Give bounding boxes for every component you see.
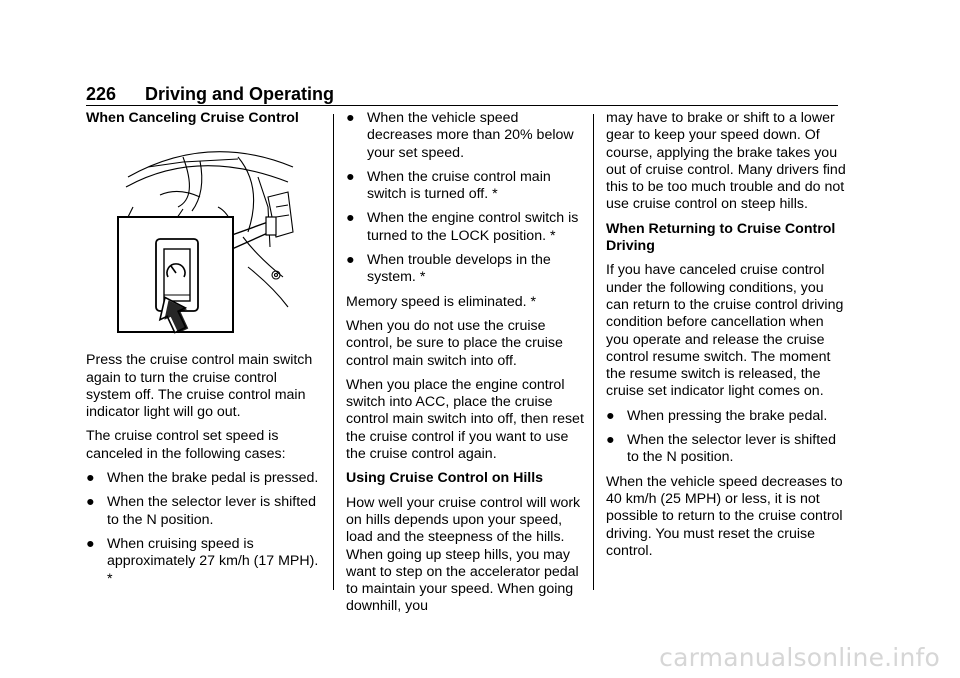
dashboard-drawing — [88, 137, 316, 342]
column-3 — [606, 110, 846, 567]
column-divider — [333, 114, 334, 590]
paragraph: When the vehicle speed decreases to 40 km/h (25 MPH) or less, it is not possible to return to the cruise control driving. You must reset the cruise control. — [606, 473, 843, 559]
cruise-switch-illustration — [88, 137, 316, 342]
paragraph: If you have canceled cruise control under the following conditions, you can return to the cruise control driving condition before cancellation when you operate and release the cruise control resume switch. The moment the resume switch is released, the cruise set indicator light comes on. — [606, 262, 844, 400]
paragraph: How well your cruise control will work on hills depends upon your speed, load and the steepness of the hills. When going up steep hills, you may want to step on the accelerator pedal to maintain your speed. When going downhill, you — [346, 494, 581, 615]
bullet-icon: ● — [606, 432, 615, 449]
list-item: ● When trouble develops in the system. * — [346, 252, 551, 286]
bullet-icon: ● — [346, 110, 355, 126]
paragraph: Press the cruise control main switch again to turn the cruise control system off. The cruise control main indicator light will go out. — [86, 352, 313, 421]
section-heading: Using Cruise Control on Hills — [346, 470, 544, 487]
list-item: ● When the selector lever is shifted to the N position. — [606, 432, 836, 466]
paragraph: Memory speed is eliminated. * — [346, 293, 537, 310]
column-1 — [86, 110, 322, 595]
paragraph: may have to brake or shift to a lower gear to keep your speed down. Of course, applying the brake takes you out of cruise control. Many drivers find this to be too much trouble and do not use cruise control on steep hills. — [606, 110, 846, 213]
paragraph: The cruise control set speed is canceled in the following cases: — [86, 428, 286, 462]
list-item: ● When the selector lever is shifted to the N position. — [86, 494, 316, 528]
section-heading: When Canceling Cruise Control — [86, 110, 299, 126]
paragraph: When you place the engine control switch into ACC, place the cruise control main switch into off, then reset the cruise control if you want to use the cruise control again. — [346, 376, 584, 463]
bullet-icon: ● — [86, 535, 95, 552]
bullet-icon: ● — [86, 470, 95, 487]
column-2 — [346, 110, 586, 623]
column-divider — [593, 114, 594, 590]
list-item: ● When the cruise control main switch is turned off. * — [346, 168, 551, 203]
bullet-icon: ● — [346, 252, 355, 269]
watermark: carmanualsonline.info — [659, 643, 940, 672]
bullet-icon: ● — [606, 407, 615, 424]
list-item: ● When cruising speed is approximately 27 km/h (17 MPH). * — [86, 535, 319, 587]
page-number: 226 — [86, 84, 117, 104]
section-heading: When Returning to Cruise Control Driving — [606, 220, 836, 255]
list-item: ● When the vehicle speed decreases more than 20% below your set speed. — [346, 110, 574, 161]
bullet-icon: ● — [86, 494, 95, 511]
paragraph: When you do not use the cruise control, be sure to place the cruise control main switch into off. — [346, 317, 563, 369]
section-title: Driving and Operating — [145, 84, 335, 104]
list-item: ● When the brake pedal is pressed. — [86, 470, 319, 487]
bullet-icon: ● — [346, 210, 355, 227]
page-header — [86, 84, 838, 106]
list-item: ● When pressing the brake pedal. — [606, 407, 828, 424]
list-item: ● When the engine control switch is turned to the LOCK position. * — [346, 210, 579, 244]
bullet-icon: ● — [346, 168, 355, 185]
